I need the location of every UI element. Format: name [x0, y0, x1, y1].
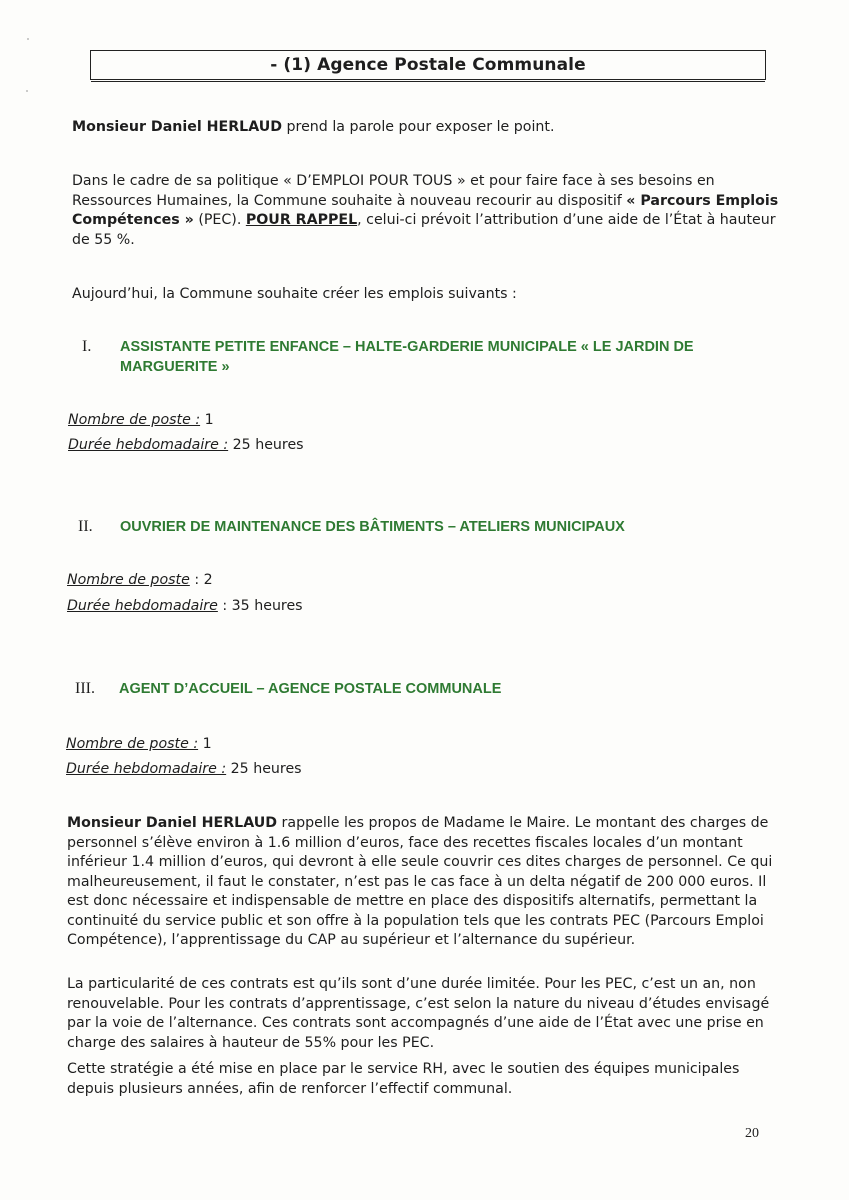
section-title: AGENT D’ACCUEIL – AGENCE POSTALE COMMUNALE	[119, 681, 502, 697]
recall-text: rappelle les propos de Madame le Maire. Le montant des charges de personnel s’élève environ à 1.6 million d’euros, face des recettes fiscales locales d’un montant inférieur 1.4 million d’euros, qui devront à elle seule couvrir ces dites charges de personnel. Ce qui malheureusement, il faut le constater, n’est pas le cas face à un delta négatif de 200 000 euros. Il est donc nécessaire et indispensable de mettre en place des dispositifs alternatifs, permettant la continuité du service public et son offre à la population tels que les contrats PEC (Parcours Emploi Compétence), l’apprentissage du CAP au supérieur et l’alternance du supérieur.	[67, 815, 773, 948]
hours-value: 25 heures	[226, 761, 302, 777]
hours-field	[68, 436, 304, 455]
intro-paragraph	[72, 118, 792, 138]
posts-label: Nombre de poste	[67, 572, 190, 588]
scan-speck	[26, 90, 28, 92]
speaker-name: Monsieur Daniel HERLAUD	[67, 815, 278, 831]
posts-label: Nombre de poste :	[66, 736, 199, 752]
rappel-label: POUR RAPPEL	[245, 212, 358, 228]
pec-program-name: « Parcours Emplois Compétences »	[72, 192, 779, 228]
posts-field	[68, 411, 214, 430]
posts-value: 1	[200, 412, 214, 428]
strategy-paragraph: Cette stratégie a été mise en place par le service RH, avec le soutien des équipes municipales depuis plusieurs années, afin de renforcer l’effectif communal.	[67, 1061, 740, 1097]
intro-text: prend la parole pour exposer le point.	[282, 119, 555, 135]
hours-field	[66, 760, 302, 779]
posts-value: 1	[198, 736, 212, 752]
particularity-paragraph: La particularité de ces contrats est qu’ils sont d’une durée limitée. Pour les PEC, c’est un an, non renouvelable. Pour les contrats d’apprentissage, c’est selon la nature du niveau d’études envisagé par la voie de l’alternance. Ces contrats sont accompagnés d’une aide de l’État avec une prise en charge des salaires à hauteur de 55% pour les PEC.	[67, 976, 770, 1051]
context-text-1: Dans le cadre de sa politique « D’EMPLOI POUR TOUS » et pour faire face à ses besoins en Ressources Humaines, la Commune souhaite à nouveau recourir au dispositif	[72, 173, 715, 209]
hours-field	[67, 597, 303, 616]
posts-field	[67, 571, 213, 590]
page-title-box	[90, 50, 766, 80]
posts-field	[66, 735, 212, 754]
section-title: ASSISTANTE PETITE ENFANCE – HALTE-GARDERIE MUNICIPALE « LE JARDIN DE MARGUERITE »	[120, 339, 694, 375]
speaker-name: Monsieur Daniel HERLAUD	[72, 119, 283, 135]
section-numeral: II.	[78, 518, 93, 535]
context-text-2: (PEC).	[193, 212, 246, 228]
posts-value: : 2	[189, 572, 213, 588]
scan-speck	[27, 38, 29, 40]
context-paragraph	[72, 172, 792, 250]
section-numeral: III.	[75, 680, 95, 697]
page-title: - (1) Agence Postale Communale	[270, 55, 586, 75]
hours-label: Durée hebdomadaire :	[66, 761, 227, 777]
posts-label: Nombre de poste :	[68, 412, 201, 428]
recall-paragraph	[67, 814, 779, 951]
hours-value: 25 heures	[228, 437, 304, 453]
section-title: OUVRIER DE MAINTENANCE DES BÂTIMENTS – ATELIERS MUNICIPAUX	[120, 519, 625, 535]
section-numeral: I.	[82, 338, 92, 355]
hours-label: Durée hebdomadaire	[67, 598, 218, 614]
announce-paragraph: Aujourd’hui, la Commune souhaite créer les emplois suivants :	[72, 286, 517, 302]
hours-value: : 35 heures	[217, 598, 303, 614]
context-text-3: , celui-ci prévoit l’attribution d’une aide de l’État à hauteur de 55 %.	[72, 212, 776, 248]
page-number: 20	[745, 1126, 759, 1141]
hours-label: Durée hebdomadaire :	[68, 437, 229, 453]
